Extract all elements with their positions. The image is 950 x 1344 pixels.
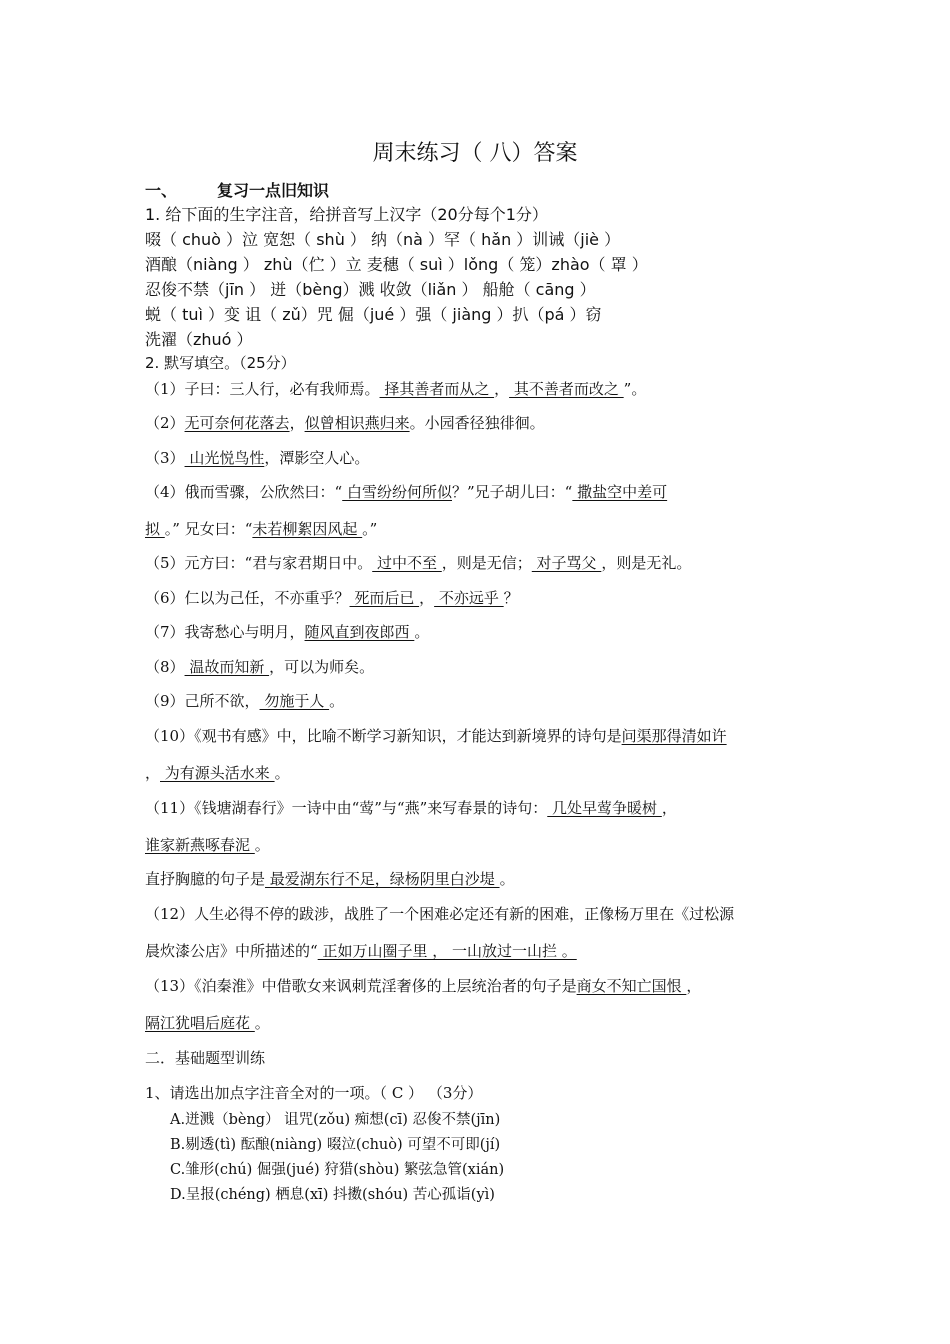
answer: 山光悦鸟性: [184, 449, 265, 467]
answer: 几处早莺争暖树: [547, 799, 662, 817]
text: 。: [499, 870, 515, 888]
text: 。小园香径独徘徊。: [409, 414, 545, 432]
fill-line-11: [145, 725, 727, 746]
text: （13）《泊秦淮》中借歌女来讽刺荒淫奢侈的上层统治者的句子是: [145, 977, 577, 995]
q1-heading: 1. 给下面的生字注音，给拼音写上汉字（20分每个1分）: [145, 205, 548, 224]
text: （6）仁以为己任，不亦重乎？: [145, 589, 350, 607]
answer: 隔江犹唱后庭花: [145, 1014, 255, 1032]
text: ？: [503, 589, 519, 607]
text: ，: [686, 977, 702, 995]
fill-line-4: [145, 481, 667, 502]
text: （2）: [145, 414, 185, 432]
fill-line-9: [145, 656, 374, 677]
fill-line-3: [145, 447, 369, 468]
pinyin-row: 忍俊不禁（jīn ） 迸（bèng）溅 收敛（liǎn ） 船舱（ cāng ）: [145, 280, 596, 299]
fill-line-16: [145, 903, 734, 924]
answer: 过中不至: [372, 554, 442, 572]
fill-line-12: [145, 762, 290, 783]
answer: 其不善者而改之: [509, 380, 624, 398]
answer: 商女不知亡国恨: [576, 977, 687, 995]
text: ”。: [623, 380, 647, 398]
pinyin-row: 啜（ chuò ）泣 宽恕（ shù ） 纳（nà ）罕（ hǎn ）训诫（jiè ）: [145, 230, 621, 249]
answer: 择其善者而从之: [379, 380, 495, 398]
text: （3）: [145, 449, 185, 467]
answer: 不亦远乎: [434, 589, 504, 607]
answer: 勿施于人: [259, 692, 330, 710]
fill-line-8: [145, 621, 429, 642]
text: 。: [254, 836, 270, 854]
option-d: D.呈报(chéng) 栖息(xī) 抖擞(shóu) 苦心孤诣(yì): [170, 1187, 495, 1203]
text: ，潭影空人心。: [264, 449, 370, 467]
text: 。: [414, 623, 430, 641]
fill-line-15: [145, 868, 515, 889]
text: 。: [254, 1014, 270, 1032]
text: 。: [329, 692, 345, 710]
section-1-heading: [145, 178, 329, 201]
text: ，: [289, 414, 305, 432]
fill-line-6: [145, 552, 691, 573]
text: 直抒胸臆的句子是: [145, 870, 266, 888]
text: （11）《钱塘湖春行》一诗中由“莺”与“燕”来写春景的诗句：: [145, 799, 548, 817]
fill-line-17: [145, 940, 577, 961]
answer: 为有源头活水来: [160, 764, 275, 782]
q3-heading: 1、请选出加点字注音全对的一项。（ C ） （3分）: [145, 1084, 483, 1102]
answer: 死而后已: [349, 589, 420, 607]
fill-line-19: [145, 1012, 270, 1033]
fill-line-10: [145, 690, 344, 711]
answer: 温故而知新: [184, 658, 270, 676]
text: ？”兄子胡儿曰：“: [452, 483, 573, 501]
text: ，: [419, 589, 435, 607]
q2-heading: 2. 默写填空。（25分）: [145, 354, 296, 372]
answer: 谁家新燕啄春泥: [145, 836, 255, 854]
section-2-heading: 二．基础题型训练: [145, 1049, 266, 1067]
answer: 随风直到夜郎西: [304, 623, 415, 641]
text: （10）《观书有感》中，比喻不断学习新知识，才能达到新境界的诗句是: [145, 727, 622, 745]
answer: 最爱湖东行不足，绿杨阴里白沙堤: [265, 870, 500, 888]
text: （1）子曰：三人行，必有我师焉。: [145, 380, 380, 398]
fill-line-7: [145, 587, 519, 608]
pinyin-row: 酒酿（niàng ） zhù（伫 ）立 麦穗（ suì ）lǒng（ 笼）zhào（ 罩 ）: [145, 255, 648, 274]
fill-line-5: [145, 518, 377, 539]
text: ，可以为师矣。: [269, 658, 375, 676]
answer: 拟: [145, 520, 165, 538]
text: ，: [661, 799, 677, 817]
text: 。: [274, 764, 290, 782]
section-1-title: 复习一点旧知识: [217, 181, 330, 200]
page-title: 周末练习（ 八）答案: [372, 141, 578, 166]
section-1-number: 一、: [145, 181, 178, 200]
text: （7）我寄愁心与明月，: [145, 623, 305, 641]
option-a: A.迸溅（bèng） 诅咒(zǒu) 痴想(cī) 忍俊不禁(jīn): [170, 1112, 501, 1128]
answer: 问渠那得清如许: [621, 727, 727, 745]
text: ，则是无信；: [441, 554, 532, 572]
text: 。”: [362, 520, 378, 538]
option-c: C.雏形(chú) 倔强(jué) 狩猎(shòu) 繁弦急管(xián): [170, 1162, 505, 1178]
pinyin-row: 蜕（ tuì ）变 诅（ zǔ）咒 倔（jué ）强（ jiàng ）扒（pá ）窃: [145, 305, 602, 324]
answer: 未若柳絮因风起: [252, 520, 363, 538]
fill-line-2: [145, 412, 545, 433]
text: （12）人生必得不停的跋涉，战胜了一个困难必定还有新的困难，正像杨万里在《过松源: [145, 905, 735, 923]
text: （4）俄而雪骤，公欣然曰：“: [145, 483, 343, 501]
pinyin-row: 洗濯（zhuó ）: [145, 330, 253, 349]
fill-line-14: [145, 834, 270, 855]
option-b: B.剔透(tì) 酝酿(niàng) 啜泣(chuò) 可望不可即(jí): [170, 1137, 501, 1153]
text: （8）: [145, 658, 185, 676]
text: ，: [494, 380, 510, 398]
answer: 白雪纷纷何所似: [342, 483, 452, 501]
text: 。” 兄女曰：“: [164, 520, 253, 538]
text: 晨炊漆公店》中所描述的“: [145, 942, 318, 960]
answer: 撒盐空中差可: [572, 483, 668, 501]
answer: 正如万山圈子里 ， 一山放过一山拦 。: [317, 942, 577, 960]
answer: 无可奈何花落去: [184, 414, 290, 432]
fill-line-18: [145, 975, 701, 996]
answer: 对子骂父: [531, 554, 602, 572]
text: （9）己所不欲，: [145, 692, 260, 710]
answer: 似曾相识燕归来: [304, 414, 410, 432]
fill-line-13: [145, 797, 677, 818]
text: ，: [145, 764, 161, 782]
fill-line-1: [145, 378, 646, 399]
text: ，则是无礼。: [601, 554, 692, 572]
text: （5）元方曰：“君与家君期日中。: [145, 554, 373, 572]
